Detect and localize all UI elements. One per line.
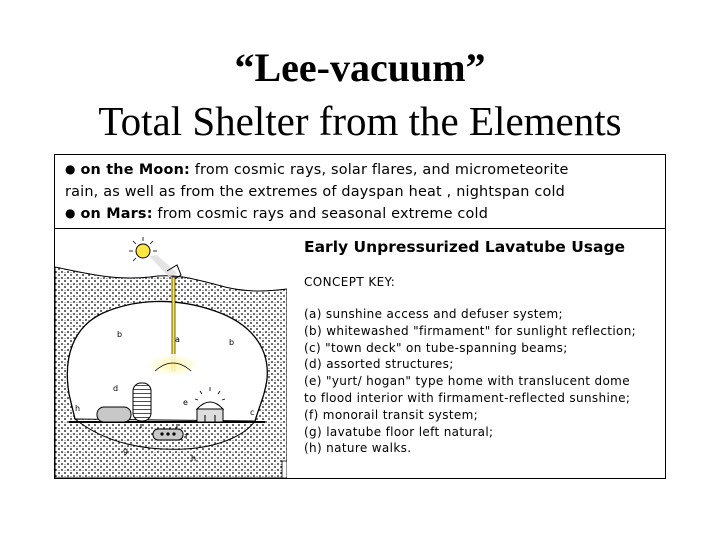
label-b-left: b xyxy=(117,330,123,339)
label-g: g xyxy=(123,446,129,455)
structure-tank xyxy=(97,407,131,422)
moon-text-1: from cosmic rays, solar flares, and micrometeorite xyxy=(189,162,569,178)
label-f: f xyxy=(185,432,188,441)
key-item: (b) whitewashed "firmament" for sunlight reflection; xyxy=(304,323,637,338)
label-h-left: h xyxy=(75,404,81,413)
sunbeam xyxy=(149,255,177,277)
label-d: d xyxy=(113,384,119,393)
yurt-home xyxy=(197,402,223,422)
lavatube-illustration xyxy=(55,229,287,478)
structure-tall xyxy=(133,383,151,421)
moon-line-2: rain, as well as from the extremes of dayspan heat , nightspan cold xyxy=(65,184,566,200)
key-item: (a) sunshine access and defuser system; xyxy=(304,307,563,321)
mars-label: on Mars: xyxy=(80,206,153,222)
key-item: (e) "yurt/ hogan" type home with translucent dome xyxy=(304,374,630,389)
label-e: e xyxy=(183,398,188,407)
moon-label: on the Moon: xyxy=(80,162,190,178)
diagram-frame xyxy=(54,154,666,479)
header-box xyxy=(55,155,665,229)
label-c: c xyxy=(250,408,255,417)
label-a: a xyxy=(175,335,180,344)
label-b-right: b xyxy=(229,338,235,347)
key-item: (f) monorail transit system; xyxy=(304,407,479,422)
label-h-right: h xyxy=(191,454,197,463)
title-sub: Total Shelter from the Elements xyxy=(98,98,622,144)
key-item: (d) assorted structures; xyxy=(304,357,454,372)
key-item: (h) nature walks. xyxy=(304,441,412,456)
key-item: (g) lavatube floor left natural; xyxy=(304,424,494,439)
bullet-icon: ● xyxy=(65,162,76,176)
key-title: Early Unpressurized Lavatube Usage xyxy=(304,238,626,256)
moon-line-1 xyxy=(65,159,665,181)
title-main: “Lee-vacuum” xyxy=(234,45,486,90)
diffuser-glow xyxy=(147,354,199,376)
mars-text: from cosmic rays and seasonal extreme cold xyxy=(152,206,489,222)
bullet-icon: ● xyxy=(65,206,76,220)
mars-line xyxy=(65,203,665,225)
key-item: (c) "town deck" on tube-spanning beams; xyxy=(304,340,568,355)
concept-key-list xyxy=(304,306,636,457)
key-item: to flood interior with firmament-reflected sunshine; xyxy=(304,390,631,405)
concept-key-label: CONCEPT KEY: xyxy=(304,275,396,289)
